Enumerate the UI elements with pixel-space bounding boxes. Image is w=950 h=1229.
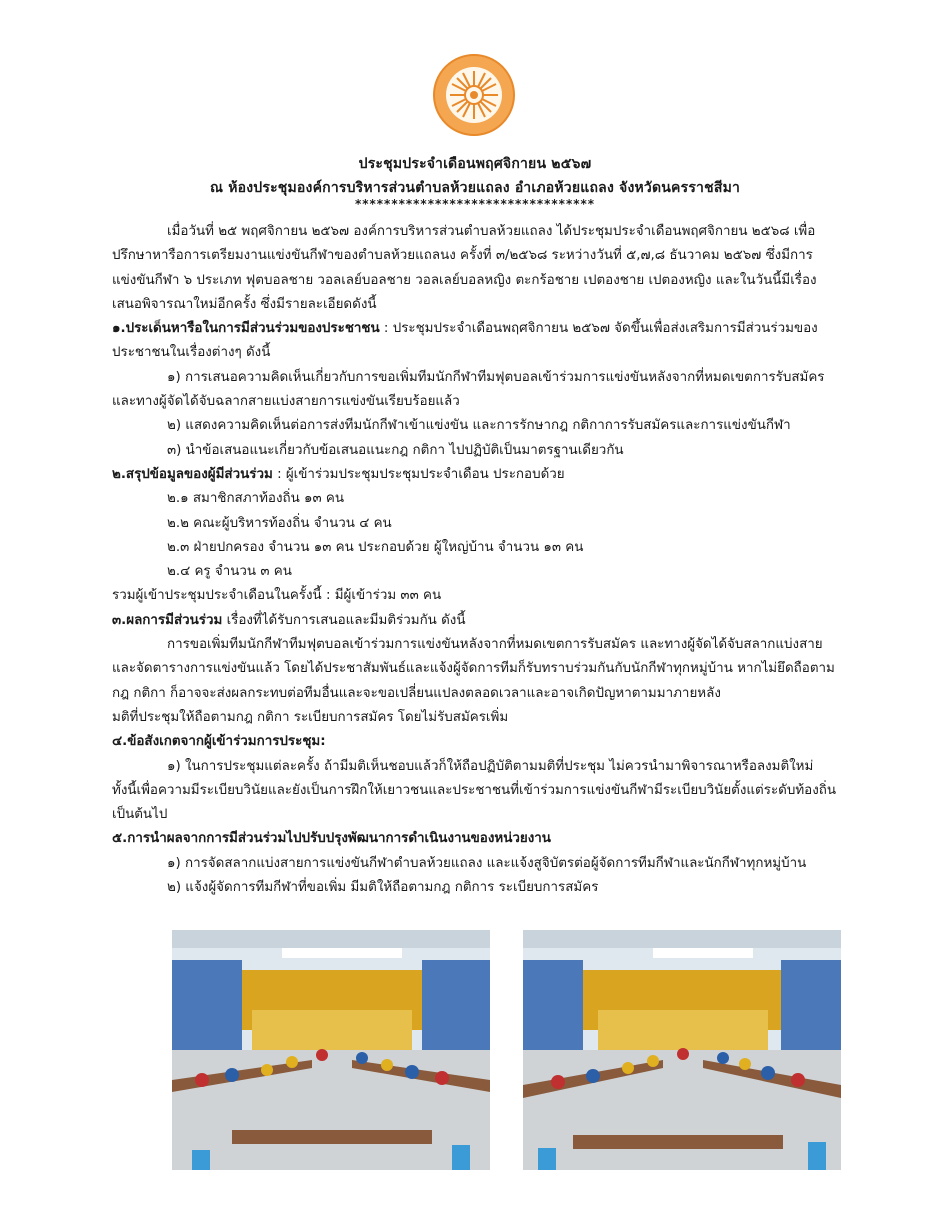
section-5 bbox=[112, 827, 840, 851]
section-2-item: ๒.๔ ครู จำนวน ๓ คน bbox=[167, 564, 292, 580]
section-2-heading: ๒.สรุปข้อมูลของผู้มีส่วนร่วม bbox=[112, 466, 273, 482]
organization-logo bbox=[432, 53, 516, 137]
section-1-item: ๑) การเสนอความคิดเห็นเกี่ยวกับการขอเพิ่มทีมนักกีฬาทีมฟุตบอลเข้าร่วมการแข่งขันหลังจากที่หมดเขตการรับสมัคร และทางผู้จัดได้จับฉลากสายแบ่งสายการแข่งขันเรียบร้อยแล้ว bbox=[112, 369, 825, 410]
section-3-text: เรื่องที่ได้รับการเสนอและมีมติร่วมกัน ดังนี้ bbox=[222, 612, 466, 628]
title-divider: ********************************* bbox=[354, 197, 596, 211]
meeting-photo-left bbox=[172, 930, 490, 1170]
section-3 bbox=[112, 609, 840, 633]
section-1-item: ๒) แสดงความคิดเห็นต่อการส่งทีมนักกีฬาเข้าแข่งขัน และการรักษากฎ กติกาการรับสมัครและการแข่งขันกีฬา bbox=[167, 418, 791, 434]
section-5-item: ๒) แจ้งผู้จัดการทีมกีฬาที่ขอเพิ่ม มีมติให้ถือตามกฎ กติการ ระเบียบการสมัคร bbox=[167, 880, 599, 896]
intro-paragraph: เมื่อวันที่ ๒๕ พฤศจิกายน ๒๕๖๗ องค์การบริหารส่วนตำบลห้วยแถลง ได้ประชุมประจำเดือนพฤศจิกายน ๒๕๖๘ เพื่อปรึกษาหารือการเตรียมงานแข่งขันกีฬาของตำบลห้วยแถลนง ครั้งที่ ๓/๒๕๖๘ ระหว่างวันที่ ๕,๗,๘ ธันวาคม ๒๕๖๗ ซึ่งมีการแข่งขันกีฬา ๖ ประเภท ฟุตบอลชาย วอลเลย์บอลชาย วอลเลย์บอลหญิง ตะกร้อชาย เปตองชาย เปตองหญิง และในวันนี้มีเรื่องเสนอพิจารณาใหม่อีกครั้ง ซึ่งมีรายละเอียดดังนี้ bbox=[112, 224, 817, 312]
section-2-text: : ผู้เข้าร่วมประชุมประชุมประจำเดือน ประกอบด้วย bbox=[272, 466, 565, 482]
section-1-heading: ๑.ประเด็นหารือในการมีส่วนร่วมของประชาชน bbox=[112, 321, 380, 337]
section-1 bbox=[112, 317, 840, 366]
meeting-photo-right bbox=[523, 930, 841, 1170]
meeting-title: ประชุมประจำเดือนพฤศจิกายน ๒๕๖๗ bbox=[358, 156, 592, 172]
section-3-body: การขอเพิ่มทีมนักกีฬาทีมฟุตบอลเข้าร่วมการแข่งขันหลังจากที่หมดเขตการรับสมัคร และทางผู้จัดได้จับสลากแบ่งสายและจัดตารางการแข่งขันแล้ว โดยได้ประชาสัมพันธ์และแจ้งผู้จัดการทีมก็รับทราบร่วมกันกับนักกีฬาทุกหมู่บ้าน หากไม่ยึดถือตาม กฎ กติกา ก็อาจจะส่งผลกระทบต่อทีมอื่นและจะขอเปลี่ยนแปลงตลอดเวลาและอาจเกิดปัญหาตามมาภายหลัง bbox=[112, 637, 835, 701]
section-1-text: : ประชุมประจำเดือนพฤศจิกายน ๒๕๖๗ จัดขึ้นเพื่อส่งเสริมการมีส่วนร่วมของประชาชนในเรื่องต่างๆ ดังนี้ bbox=[112, 321, 818, 361]
section-2-item: ๒.๓ ฝ่ายปกครอง จำนวน ๑๓ คน ประกอบด้วย ผู้ใหญ่บ้าน จำนวน ๑๓ คน bbox=[167, 539, 584, 555]
section-5-item: ๑) การจัดสลากแบ่งสายการแข่งขันกีฬาตำบลห้วยแถลง และแจ้งสูจิบัตรต่อผู้จัดการทีมกีฬาและนักกีฬาทุกหมู่บ้าน bbox=[167, 855, 807, 871]
report-body bbox=[112, 220, 840, 900]
meeting-location: ณ ห้องประชุมองค์การบริหารส่วนตำบลห้วยแถลง อำเภอห้วยแถลง จังหวัดนครราชสีมา bbox=[209, 180, 741, 196]
section-4-heading: ๔.ข้อสังเกตจากผู้เข้าร่วมการประชุม: bbox=[112, 734, 326, 750]
section-3-heading: ๓.ผลการมีส่วนร่วม bbox=[112, 612, 223, 628]
section-2-item: ๒.๒ คณะผู้บริหารท้องถิ่น จำนวน ๔ คน bbox=[167, 515, 392, 531]
section-3-resolution: มติที่ประชุมให้ถือตามกฎ กติกา ระเบียบการสมัคร โดยไม่รับสมัครเพิ่ม bbox=[112, 709, 509, 725]
attendee-total: รวมผู้เข้าประชุมประจำเดือนในครั้งนี้ : มีผู้เข้าร่วม ๓๓ คน bbox=[112, 588, 442, 604]
section-2-item: ๒.๑ สมาชิกสภาท้องถิ่น ๑๓ คน bbox=[167, 491, 345, 507]
section-4 bbox=[112, 730, 840, 754]
section-2 bbox=[112, 463, 840, 487]
section-4-body: ๑) ในการประชุมแต่ละครั้ง ถ้ามีมติเห็นชอบแล้วก็ให้ถือปฏิบัติตามมติที่ประชุม ไม่ควรนำมาพิจารณาหรือลงมติใหม่ ทั้งนี้เพื่อความมีระเบียบวินัยและยังเป็นการฝึกให้เยาวชนและประชาชนที่เข้าร่วมการแข่งขันกีฬามีระเบียบวินัยตั้งแต่ระดับท้องถิ่นเป็นต้นไป bbox=[112, 758, 836, 823]
section-1-item: ๓) นำข้อเสนอแนะเกี่ยวกับข้อเสนอแนะกฎ กติกา ไปปฏิบัติเป็นมาตรฐานเดียวกัน bbox=[167, 442, 624, 458]
section-5-heading: ๕.การนำผลจากการมีส่วนร่วมไปปรับปรุงพัฒนาการดำเนินงานของหน่วยงาน bbox=[112, 831, 551, 847]
